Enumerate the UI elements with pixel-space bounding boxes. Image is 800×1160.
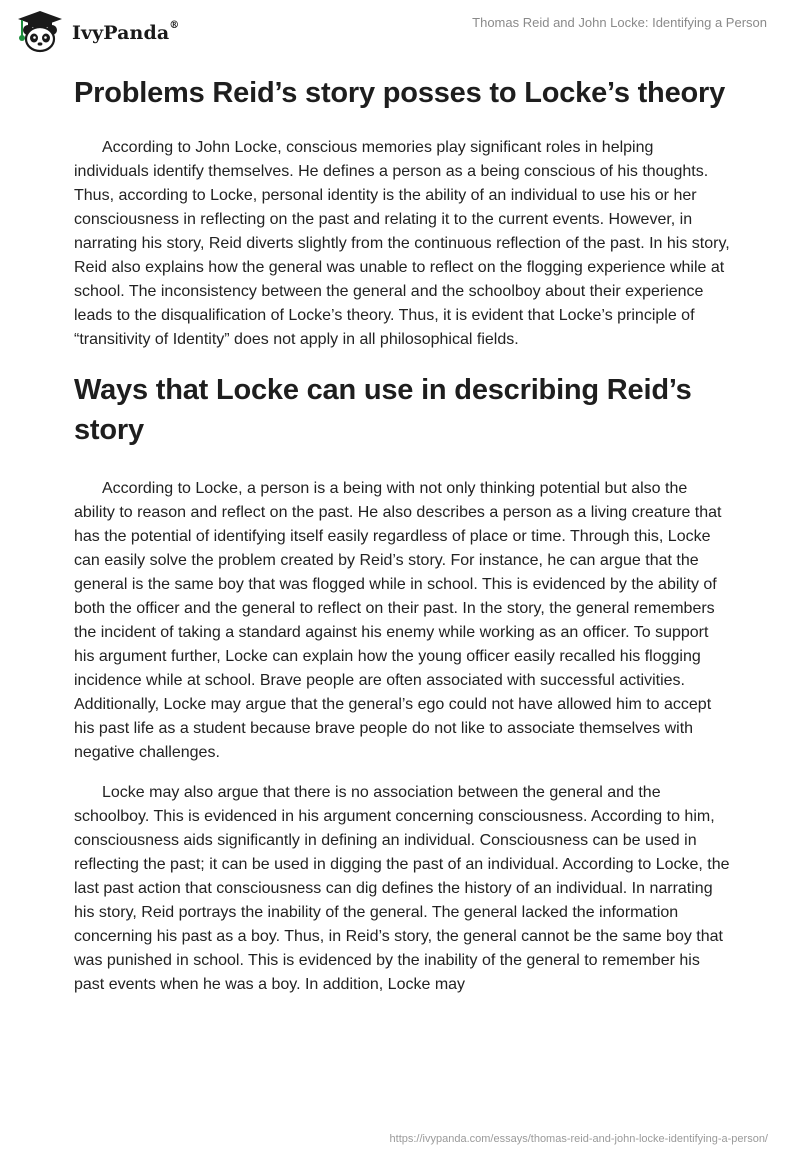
logo-text <box>72 22 179 44</box>
logo-wordmark: IvyPanda <box>72 22 170 44</box>
paragraph: According to John Locke, conscious memories play significant roles in helping individuals identify themselves. He defines a person as a being conscious of his thoughts. Thus, according to Locke, personal identity is the ability of an individual to use his or her consciousness in reflecting on the past and relating it to the current events. However, in narrating his story, Reid diverts slightly from the continuous reflection of the past. In his story, Reid also explains how the general was unable to reflect on the flogging experience while at school. The inconsistency between the general and the schoolboy about their experience leads to the disqualification of Locke’s theory. Thus, it is evident that Locke’s principle of “transitivity of Identity” does not apply in all philosophical fields. <box>74 139 730 348</box>
essay-content <box>74 70 730 997</box>
document-title: Thomas Reid and John Locke: Identifying a Person <box>472 15 767 30</box>
source-url[interactable]: https://ivypanda.com/essays/thomas-reid-and-john-locke-identifying-a-person/ <box>389 1133 768 1145</box>
section-heading: Problems Reid’s story posses to Locke’s theory <box>74 77 726 109</box>
paragraph: Locke may also argue that there is no association between the general and the schoolboy. This is evidenced in his argument concerning consciousness. According to him, consciousness aids significantly in defining an individual. Consciousness can be used in reflecting the past; it can be used in digging the past of an individual. According to Locke, the last past action that consciousness can dig defines the history of an individual. In narrating his story, Reid portrays the inability of the general. The general lacked the information concerning his past as a boy. Thus, in Reid’s story, the general cannot be the same boy that was punished in school. This is evidenced by the inability of the general to remember his past events when he was a boy. In addition, Locke may <box>74 784 730 993</box>
registered-mark: ® <box>169 20 180 31</box>
page-header <box>0 0 800 64</box>
section-heading: Ways that Locke can use in describing Reid’s story <box>74 374 692 446</box>
ivypanda-logo[interactable] <box>14 10 179 54</box>
panda-graduate-icon <box>14 10 68 54</box>
paragraph: According to Locke, a person is a being with not only thinking potential but also the ability to reason and reflect on the past. He also describes a person as a living creature that has the potential of identifying itself easily regardless of place or time. Through this, Locke can easily solve the problem created by Reid’s story. For instance, he can argue that the general is the same boy that was flogged while in school. This is evidenced by the ability of both the officer and the general to reflect on their past. In the story, the general remembers the incident of taking a standard against his enemy while working as an officer. To support his argument further, Locke can explain how the young officer easily recalled his flogging incidence while at school. Brave people are often associated with successful activities. Additionally, Locke may argue that the general’s ego could not have allowed him to accept his past life as a student because brave people do not like to associate themselves with negative challenges. <box>74 480 722 761</box>
